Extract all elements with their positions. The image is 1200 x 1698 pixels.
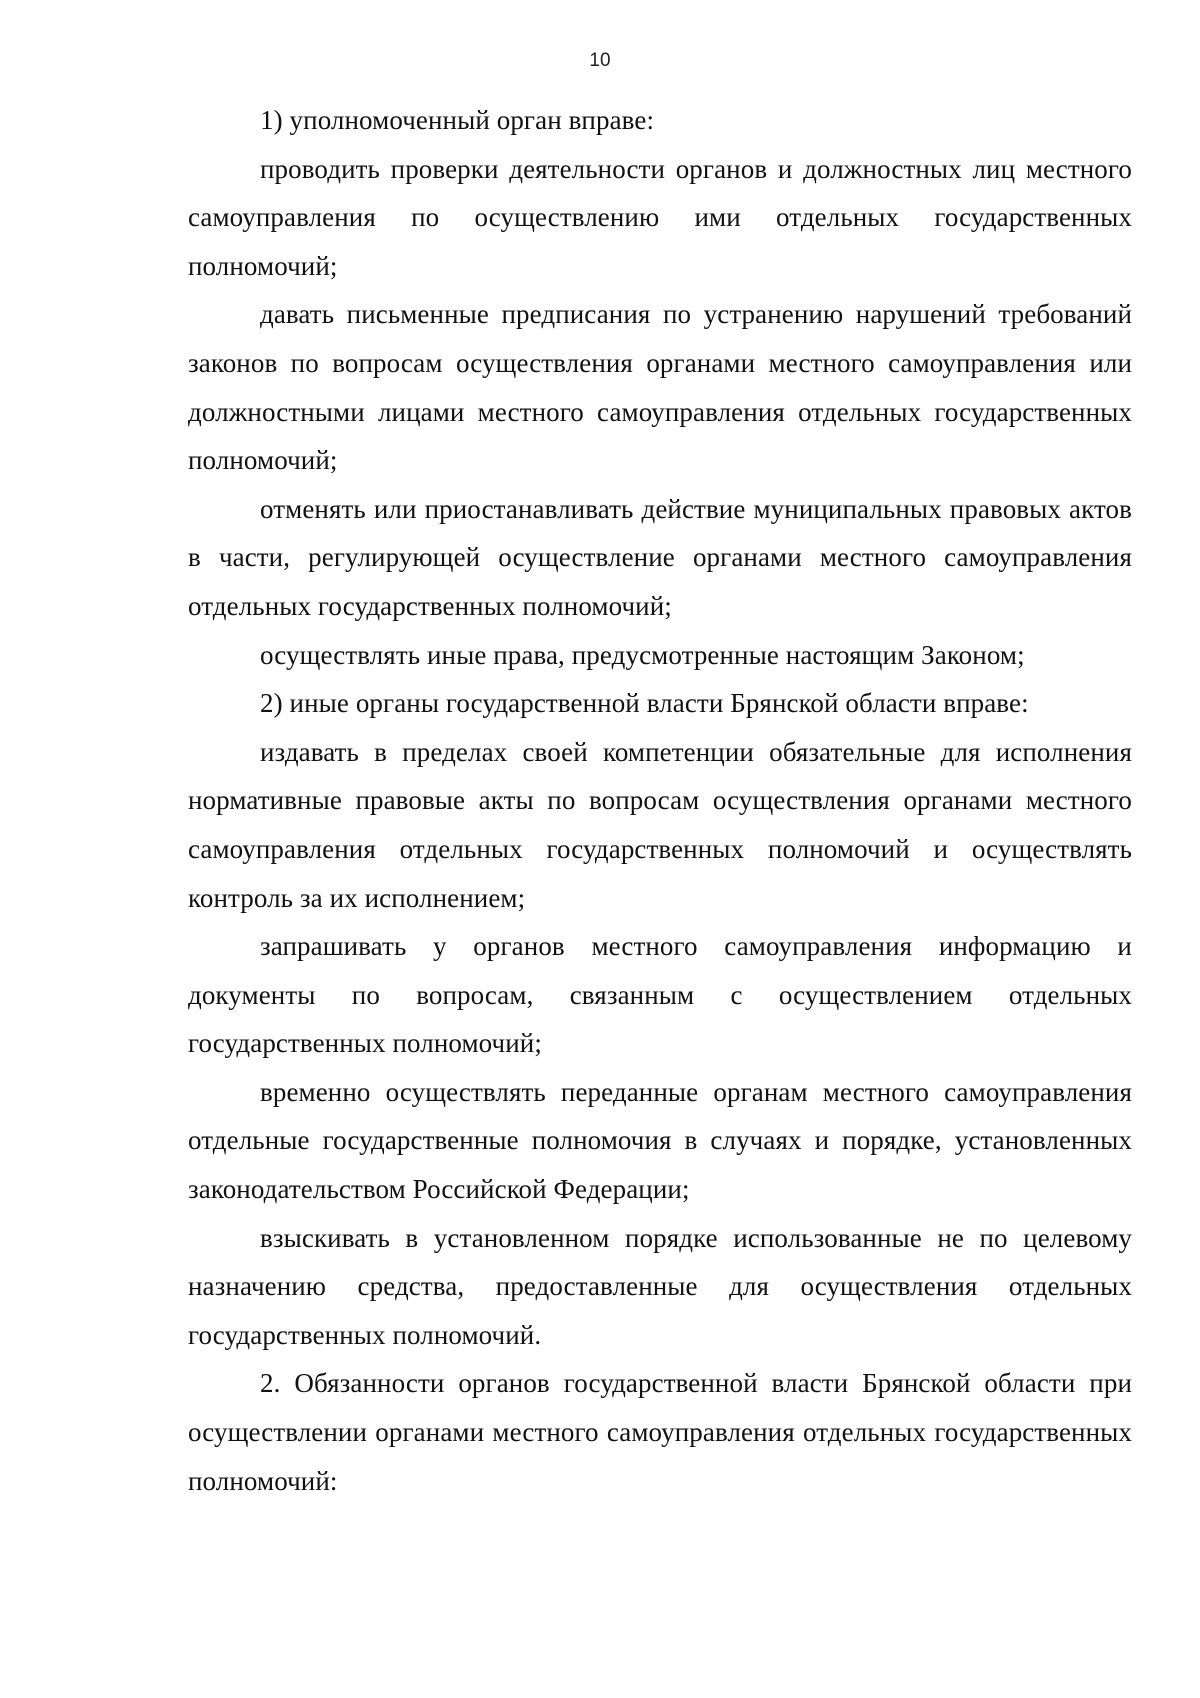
paragraph-section-2-duties: 2. Обязанности органов государственной власти Брянской области при осуществлении органами местного самоуправления отдельных государственных полномочий:	[188, 1368, 1132, 1496]
page-number: 10	[589, 50, 611, 71]
paragraph-issue-normative-acts: издавать в пределах своей компетенции обязательные для исполнения нормативные правовые акты по вопросам осуществления органами местного самоуправления отдельных государственных полномочий и осуществлять контроль за их исполнением;	[188, 736, 1132, 913]
paragraph-conduct-inspections: проводить проверки деятельности органов и должностных лиц местного самоуправления по осуществлению ими отдельных государственных полномочий;	[188, 153, 1132, 281]
paragraph-other-rights: осуществлять иные права, предусмотренные настоящим Законом;	[260, 639, 1025, 670]
paragraph-item-2-header: 2) иные органы государственной власти Брянской области вправе:	[260, 688, 1029, 719]
paragraph-cancel-acts: отменять или приостанавливать действие муниципальных правовых актов в части, регулирующей осуществление органами местного самоуправления отдельных государственных полномочий;	[188, 493, 1132, 621]
paragraph-request-information: запрашивать у органов местного самоуправления информацию и документы по вопросам, связанным с осуществлением отдельных государственных полномочий;	[188, 931, 1132, 1059]
paragraph-recover-funds: взыскивать в установленном порядке использованные не по целевому назначению средства, предоставленные для осуществления отдельных государственных полномочий.	[188, 1222, 1132, 1350]
paragraph-issue-orders: давать письменные предписания по устранению нарушений требований законов по вопросам осуществления органами местного самоуправления или должностными лицами местного самоуправления отдельных государственных полномочий;	[188, 299, 1132, 476]
paragraph-item-1-header: 1) уполномоченный орган вправе:	[260, 105, 655, 135]
paragraph-temporarily-exercise: временно осуществлять переданные органам местного самоуправления отдельные государственные полномочия в случаях и порядке, установленных законодательством Российской Федерации;	[188, 1076, 1132, 1205]
document-body	[188, 96, 1132, 1505]
